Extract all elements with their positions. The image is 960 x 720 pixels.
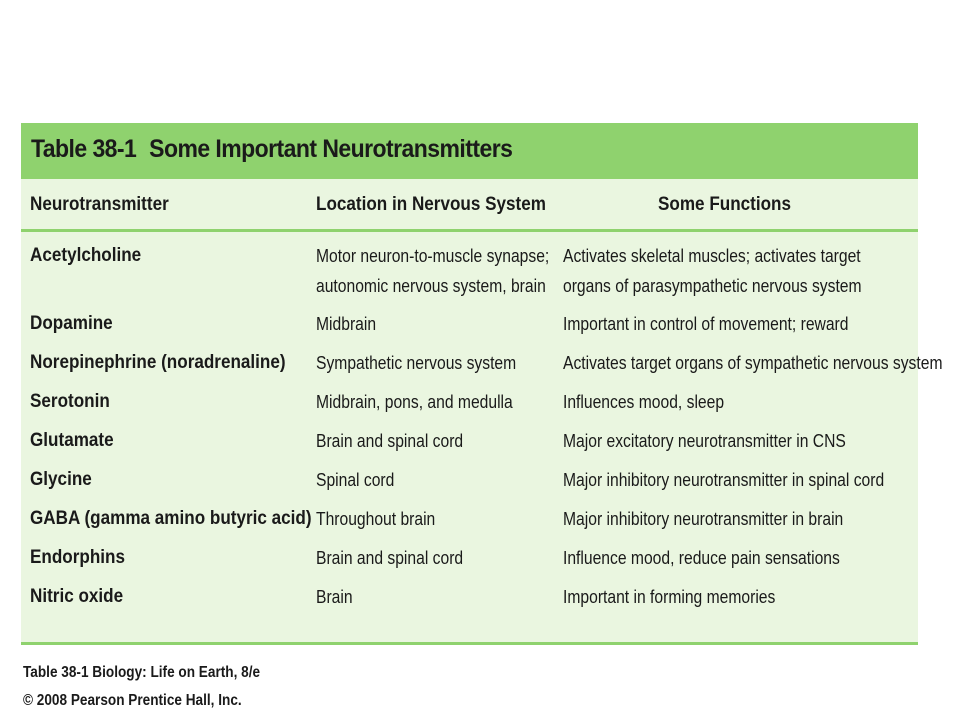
row-name: Endorphins xyxy=(30,547,126,568)
column-header-neurotransmitter: Neurotransmitter xyxy=(30,194,169,215)
row-location: Spinal cord xyxy=(316,470,395,490)
caption-copyright: © 2008 Pearson Prentice Hall, Inc. xyxy=(23,692,242,709)
row-location: Midbrain, pons, and medulla xyxy=(316,392,513,412)
row-functions: Influence mood, reduce pain sensations xyxy=(563,548,840,568)
table-title-bar xyxy=(21,123,918,179)
row-location: Motor neuron-to-muscle synapse; autonomic nervous system, brain xyxy=(316,246,550,296)
row-name: Glutamate xyxy=(30,430,114,451)
row-location: Throughout brain xyxy=(316,509,436,529)
row-name: Serotonin xyxy=(30,391,110,412)
caption-source: Table 38-1 Biology: Life on Earth, 8/e xyxy=(23,664,261,681)
table-number: Table 38-1 xyxy=(31,135,137,163)
row-functions: Major excitatory neurotransmitter in CNS xyxy=(563,431,846,451)
header-divider xyxy=(21,229,918,232)
row-location: Brain and spinal cord xyxy=(316,548,464,568)
table-title-text: Some Important Neurotransmitters xyxy=(149,135,513,163)
row-location: Brain xyxy=(316,587,353,607)
row-functions: Activates skeletal muscles; activates target organs of parasympathetic nervous system xyxy=(563,246,862,296)
row-name: Nitric oxide xyxy=(30,586,124,607)
row-name: Glycine xyxy=(30,469,92,490)
row-location: Midbrain xyxy=(316,314,377,334)
neurotransmitter-table xyxy=(21,123,943,645)
table-header-row xyxy=(21,179,918,231)
row-location: Brain and spinal cord xyxy=(316,431,464,451)
row-functions: Major inhibitory neurotransmitter in brain xyxy=(563,509,844,529)
row-functions: Influences mood, sleep xyxy=(563,392,725,412)
column-header-functions: Some Functions xyxy=(658,194,792,215)
table-title xyxy=(31,135,512,164)
row-name: Norepinephrine (noradrenaline) xyxy=(30,352,286,373)
row-functions: Major inhibitory neurotransmitter in spinal cord xyxy=(563,470,885,490)
row-location: Sympathetic nervous system xyxy=(316,353,517,373)
row-functions: Important in forming memories xyxy=(563,587,776,607)
row-name: Acetylcholine xyxy=(30,245,142,266)
column-header-location: Location in Nervous System xyxy=(316,194,546,215)
table-bottom-rule xyxy=(21,642,918,645)
row-name: GABA (gamma amino butyric acid) xyxy=(30,508,312,529)
row-functions: Important in control of movement; reward xyxy=(563,314,849,334)
row-functions: Activates target organs of sympathetic nervous system xyxy=(563,353,943,373)
row-name: Dopamine xyxy=(30,313,113,334)
